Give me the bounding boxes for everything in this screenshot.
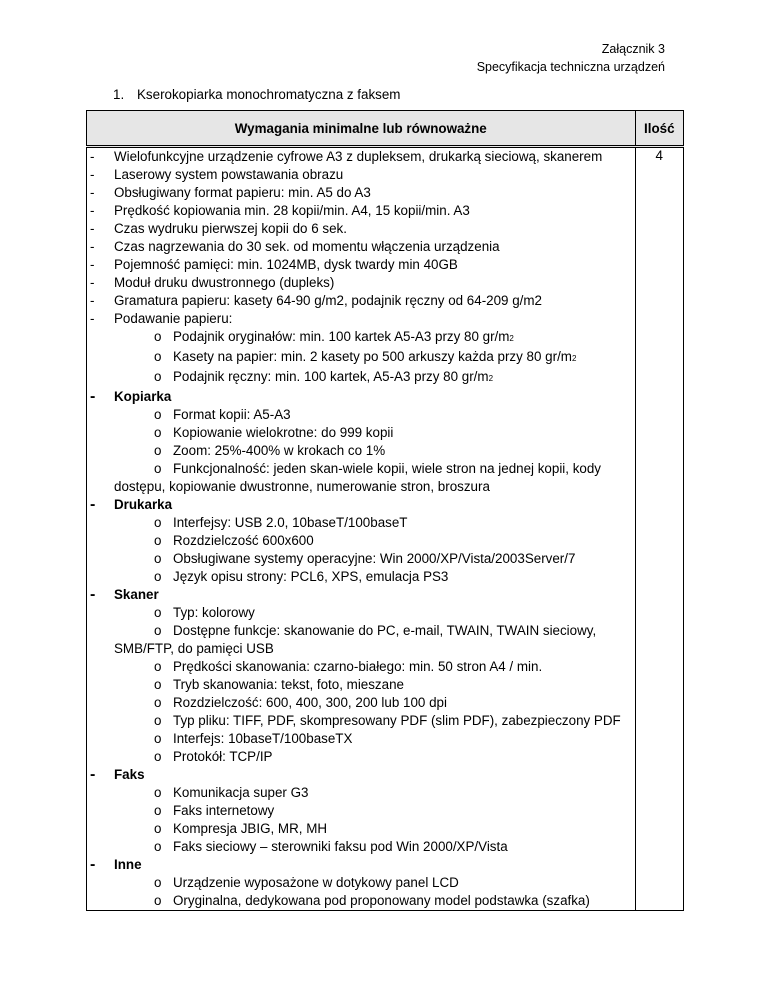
- dash-bullet: -: [90, 293, 95, 308]
- sub-list-item: o Oryginalna, dedykowana pod proponowany model podstawka (szafka): [154, 893, 590, 908]
- quantity-cell: 4: [635, 147, 683, 911]
- dash-bullet: -: [90, 185, 95, 200]
- sub-list-item: o Typ: kolorowy: [154, 605, 255, 620]
- sub-list-item: o Tryb skanowania: tekst, foto, mieszane: [154, 677, 404, 692]
- sub-list-item: o Faks sieciowy – sterowniki faksu pod Win 2000/XP/Vista: [154, 839, 508, 854]
- document-header: [477, 40, 665, 76]
- sub-list-item: o Urządzenie wyposażone w dotykowy panel LCD: [154, 875, 459, 890]
- quantity-column-header: Ilość: [635, 111, 683, 147]
- circle-bullet: o: [154, 533, 162, 548]
- circle-bullet: o: [154, 677, 162, 692]
- list-item: - Wielofunkcyjne urządzenie cyfrowe A3 z dupleksem, drukarką sieciową, skanerem: [90, 149, 603, 164]
- specification-label: Specyfikacja techniczna urządzeń: [476, 60, 665, 74]
- requirements-cell: [87, 147, 636, 911]
- sub-list-item: o Obsługiwane systemy operacyjne: Win 2000/XP/Vista/2003Server/7: [154, 551, 576, 566]
- sub-list-item: o Rozdzielczość 600x600: [154, 533, 314, 548]
- circle-bullet: o: [154, 623, 162, 638]
- dash-bullet: -: [90, 239, 95, 254]
- circle-bullet: o: [154, 551, 162, 566]
- dash-bullet: -: [90, 586, 96, 603]
- circle-bullet: o: [154, 369, 162, 384]
- sub-list-item: o Funkcjonalność: jeden skan-wiele kopii, wiele stron na jednej kopii, kody: [154, 461, 601, 476]
- circle-bullet: o: [154, 713, 162, 728]
- category-printer: - Drukarka: [90, 496, 173, 513]
- dash-bullet: -: [90, 856, 96, 873]
- sub-list-item: o Format kopii: A5-A3: [154, 407, 291, 422]
- circle-bullet: o: [154, 605, 162, 620]
- circle-bullet: o: [154, 443, 162, 458]
- list-item: - Laserowy system powstawania obrazu: [90, 167, 344, 182]
- list-item: - Czas wydruku pierwszej kopii do 6 sek.: [90, 221, 347, 236]
- section-title-text: Kserokopiarka monochromatyczna z faksem: [137, 87, 401, 102]
- dash-bullet: -: [90, 221, 95, 236]
- circle-bullet: o: [154, 695, 162, 710]
- list-item: - Obsługiwany format papieru: min. A5 do A3: [90, 185, 371, 200]
- circle-bullet: o: [154, 785, 162, 800]
- sub-list-item: o Interfejs: 10baseT/100baseTX: [154, 731, 353, 746]
- sub-list-item: o Zoom: 25%-400% w krokach co 1%: [154, 443, 386, 458]
- dash-bullet: -: [90, 149, 95, 164]
- sub-list-item: o Dostępne funkcje: skanowanie do PC, e-mail, TWAIN, TWAIN sieciowy,: [154, 623, 597, 638]
- dash-bullet: -: [90, 388, 96, 405]
- sub-list-item: o Typ pliku: TIFF, PDF, skompresowany PDF (slim PDF), zabezpieczony PDF: [154, 713, 621, 728]
- table-header-row: [87, 111, 684, 147]
- circle-bullet: o: [154, 875, 162, 890]
- list-item: - Czas nagrzewania do 30 sek. od momentu włączenia urządzenia: [90, 239, 500, 254]
- section-title: [113, 86, 400, 104]
- circle-bullet: o: [154, 349, 162, 364]
- list-item: - Gramatura papieru: kasety 64-90 g/m2, podajnik ręczny od 64-209 g/m2: [90, 293, 542, 308]
- circle-bullet: o: [154, 329, 162, 344]
- circle-bullet: o: [154, 731, 162, 746]
- sub-list-item: o Komunikacja super G3: [154, 785, 309, 800]
- sub-list-item: o Protokół: TCP/IP: [154, 749, 273, 764]
- requirements-column-header: Wymagania minimalne lub równoważne: [87, 111, 636, 147]
- wrapped-text: SMB/FTP, do pamięci USB: [114, 641, 274, 656]
- circle-bullet: o: [154, 407, 162, 422]
- circle-bullet: o: [154, 569, 162, 584]
- dash-bullet: -: [90, 766, 96, 783]
- sub-list-item: o Kopiowanie wielokrotne: do 999 kopii: [154, 425, 394, 440]
- dash-bullet: -: [90, 311, 95, 326]
- circle-bullet: o: [154, 461, 162, 476]
- category-copier: - Kopiarka: [90, 388, 172, 405]
- circle-bullet: o: [154, 515, 162, 530]
- list-item: - Pojemność pamięci: min. 1024MB, dysk twardy min 40GB: [90, 257, 458, 272]
- sub-list-item: o Interfejsy: USB 2.0, 10baseT/100baseT: [154, 515, 408, 530]
- category-other: - Inne: [90, 856, 142, 873]
- circle-bullet: o: [154, 821, 162, 836]
- list-item: - Prędkość kopiowania min. 28 kopii/min. A4, 15 kopii/min. A3: [90, 203, 470, 218]
- circle-bullet: o: [154, 803, 162, 818]
- dash-bullet: -: [90, 496, 96, 513]
- sub-list-item: o Kasety na papier: min. 2 kasety po 500 arkuszy każda przy 80 gr/m2: [154, 349, 577, 364]
- category-fax: - Faks: [90, 766, 145, 783]
- circle-bullet: o: [154, 425, 162, 440]
- sub-list-item: o Prędkości skanowania: czarno-białego: min. 50 stron A4 / min.: [154, 659, 543, 674]
- dash-bullet: -: [90, 203, 95, 218]
- sub-list-item: o Podajnik ręczny: min. 100 kartek, A5-A3 przy 80 gr/m2: [154, 369, 494, 384]
- sub-list-item: o Język opisu strony: PCL6, XPS, emulacja PS3: [154, 569, 449, 584]
- circle-bullet: o: [154, 749, 162, 764]
- list-item: - Podawanie papieru:: [90, 311, 233, 326]
- section-number: 1.: [113, 87, 125, 102]
- specification-table: [86, 110, 684, 911]
- circle-bullet: o: [154, 659, 162, 674]
- circle-bullet: o: [154, 839, 162, 854]
- dash-bullet: -: [90, 257, 95, 272]
- list-item: - Moduł druku dwustronnego (dupleks): [90, 275, 335, 290]
- sub-list-item: o Rozdzielczość: 600, 400, 300, 200 lub 100 dpi: [154, 695, 447, 710]
- dash-bullet: -: [90, 167, 95, 182]
- sub-list-item: o Podajnik oryginałów: min. 100 kartek A5-A3 przy 80 gr/m2: [154, 329, 514, 344]
- dash-bullet: -: [90, 275, 95, 290]
- table-row: [87, 147, 684, 911]
- category-scanner: - Skaner: [90, 586, 159, 603]
- circle-bullet: o: [154, 893, 162, 908]
- wrapped-text: dostępu, kopiowanie dwustronne, numerowanie stron, broszura: [114, 479, 490, 494]
- sub-list-item: o Kompresja JBIG, MR, MH: [154, 821, 328, 836]
- sub-list-item: o Faks internetowy: [154, 803, 275, 818]
- attachment-label: Załącznik 3: [601, 42, 665, 56]
